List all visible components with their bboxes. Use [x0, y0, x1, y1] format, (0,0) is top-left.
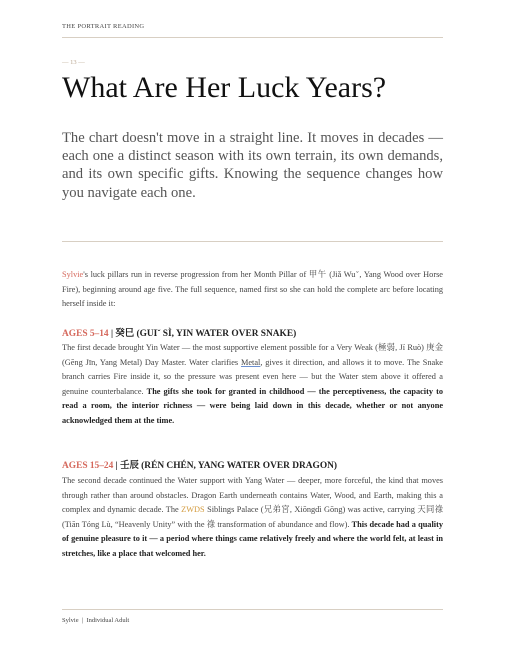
- page-number: — 13 —: [62, 59, 85, 66]
- age-range: AGES 15–24: [62, 461, 114, 471]
- age-range: AGES 5–14: [62, 329, 109, 339]
- section-divider: [62, 241, 443, 242]
- footer-label: Individual Adult: [86, 617, 130, 624]
- section-paragraph-ages-5-14: [62, 341, 443, 429]
- client-name: Sylvie: [62, 270, 84, 279]
- section-heading-ages-5-14: [62, 327, 443, 341]
- paragraph-text: The first decade brought Yin Water — the most supportive element possible for a Very Weak (極弱, Jí Ruò) 庚金 (Gēng Jīn, Yang Metal) Day Master. Water clarifies: [62, 343, 443, 367]
- intro-paragraph: The chart doesn't move in a straight line. It moves in decades — each one a distinct season with its own terrain, its own demands, and its own specific gifts. Knowing the sequence changes how you navigate each one.: [62, 130, 443, 201]
- paragraph-text: Siblings Palace (兄弟宮, Xiōngdì Gōng) was active, carrying 天同祿 (Tiān Tóng Lù, “Heavenly Unity” with the 祿 transformation of abundance and flow).: [62, 505, 443, 529]
- emphasis-text: This decade had a quality of genuine pleasure to it — a period where things came relatively freely and where the world felt, at least in stretches, like a place that welcomed her.: [62, 519, 443, 558]
- paragraph-text: The second decade continued the Water support with Yang Water — deeper, more forceful, the kind that moves through rather than around obstacles. Dragon Earth underneath contains Water, Wood, and Earth, making this a complex and dynamic decade. The: [62, 476, 443, 515]
- pillar-title: 壬辰 (RÉN CHÉN, YANG WATER OVER DRAGON): [120, 461, 338, 471]
- heading-separator: |: [108, 329, 116, 339]
- footer-rule: [62, 609, 443, 610]
- overview-paragraph: [62, 268, 443, 312]
- page-footer: [62, 617, 129, 624]
- section-paragraph-ages-15-24: [62, 474, 443, 562]
- underlined-term: Metal: [241, 357, 261, 367]
- paragraph-text: , gives it direction, and allows it to move. The Snake branch carries Fire inside it, so the pressure was present even here — but the Water stem above it offered a genuine counterbalance.: [62, 357, 443, 396]
- page-title: What Are Her Luck Years?: [62, 71, 387, 104]
- overview-text: 's luck pillars run in reverse progression from her Month Pillar of 甲午 (Jiǎ Wuˇ, Yang Wood over Horse Fire), beginning around age five. The full sequence, named first so she can hold the complete arc before locating herself inside it:: [62, 270, 443, 309]
- pillar-title: 癸巳 (GUIˇ SÌ, YIN WATER OVER SNAKE): [115, 329, 297, 339]
- zwds-term: ZWDS: [181, 505, 205, 515]
- heading-separator: |: [113, 461, 121, 471]
- emphasis-text: The gifts she took for granted in childhood — the perceptiveness, the capacity to read a room, the interior richness — were being laid down in this decade, whether or not anyone acknowledged them at the time.: [62, 386, 443, 425]
- section-heading-ages-15-24: [62, 459, 443, 473]
- footer-name: Sylvie: [62, 617, 79, 624]
- footer-separator: |: [81, 617, 84, 624]
- running-header: THE PORTRAIT READING: [62, 23, 145, 30]
- header-rule: [62, 37, 443, 38]
